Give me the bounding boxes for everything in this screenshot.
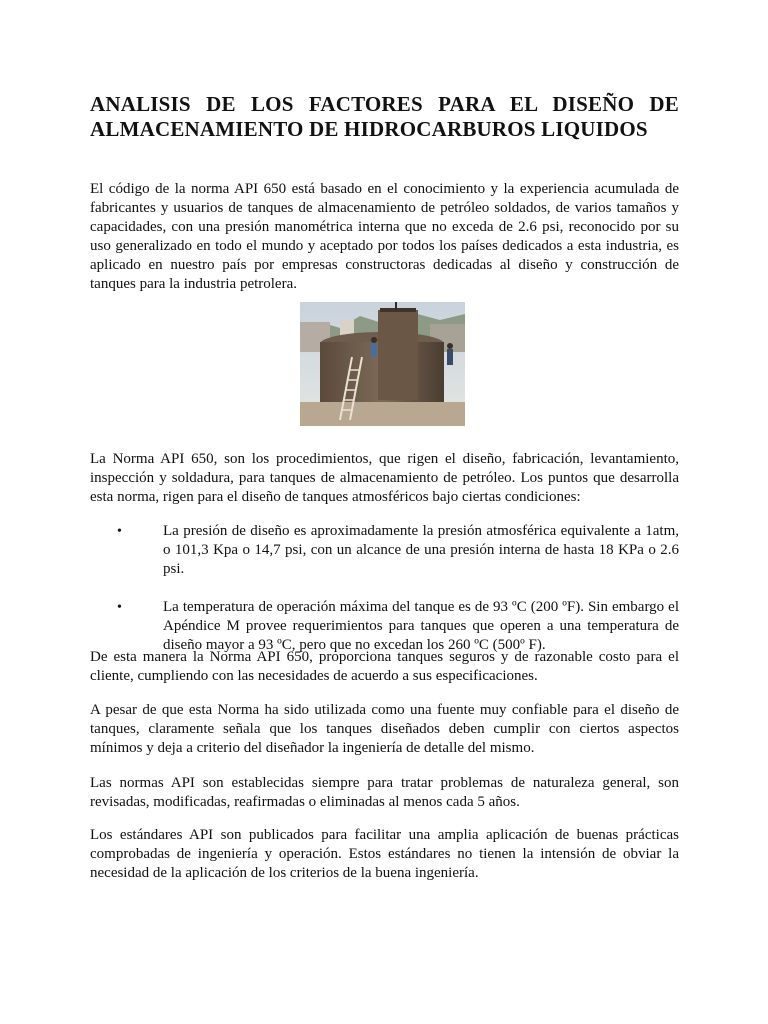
conditions-list	[90, 522, 679, 655]
tank-construction-photo	[300, 302, 465, 426]
list-item	[90, 522, 679, 579]
norm-description-paragraph: La Norma API 650, son los procedimientos, que rigen el diseño, fabricación, levantamiento, inspección y soldadura, para tanques de almacenamiento de petróleo. Los puntos que desarrolla esta norma, rigen para el diseño de tanques atmosféricos bajo ciertas condiciones:	[90, 451, 679, 505]
title-line-1: ANALISIS DE LOS FACTORES PARA EL DISEÑO DE	[90, 92, 679, 116]
bullet-icon: •	[117, 524, 122, 539]
document-title	[90, 92, 679, 142]
review-cycle-paragraph: Las normas API son establecidas siempre para tratar problemas de naturaleza general, son revisadas, modificadas, reafirmadas o eliminadas al menos cada 5 años.	[90, 775, 679, 810]
list-item	[90, 598, 679, 655]
reliability-paragraph: A pesar de que esta Norma ha sido utilizada como una fuente muy confiable para el diseño de tanques, claramente señala que los tanques diseñados deben cumplir con ciertos aspectos mínimos y deja a criterio del diseñador la ingeniería de detalle del mismo.	[90, 702, 679, 756]
safety-cost-paragraph: De esta manera la Norma API 650, proporciona tanques seguros y de razonable costo para el cliente, cumpliendo con las necesidades de acuerdo a sus especificaciones.	[90, 649, 679, 684]
list-item-text: La presión de diseño es aproximadamente la presión atmosférica equivalente a 1atm, o 101,3 Kpa o 14,7 psi, con un alcance de una presión interna de hasta 18 KPa o 2.6 psi.	[163, 523, 679, 577]
intro-paragraph: El código de la norma API 650 está basado en el conocimiento y la experiencia acumulada de fabricantes y usuarios de tanques de almacenamiento de petróleo soldados, de varios tamaños y capacidades, con una presión manométrica interna que no exceda de 2.6 psi, reconocido por su uso generalizado en todo el mundo y aceptado por todos los países dedicados a esta industria, es aplicado en nuestro país por empresas constructoras dedicadas al diseño y construcción de tanques para la industria petrolera.	[90, 181, 679, 292]
standards-purpose-paragraph: Los estándares API son publicados para facilitar una amplia aplicación de buenas prácticas comprobadas de ingeniería y operación. Estos estándares no tienen la intensión de obviar la necesidad de la aplicación de los criterios de la buena ingeniería.	[90, 827, 679, 881]
bullet-icon: •	[117, 600, 122, 615]
list-item-text: La temperatura de operación máxima del tanque es de 93 ºC (200 ºF). Sin embargo el Apéndice M provee requerimientos para tanques que operen a una temperatura de diseño mayor a 93 ºC, pero que no excedan los 260 ºC (500º F).	[163, 599, 679, 653]
title-line-2: ALMACENAMIENTO DE HIDROCARBUROS LIQUIDOS	[90, 117, 648, 141]
